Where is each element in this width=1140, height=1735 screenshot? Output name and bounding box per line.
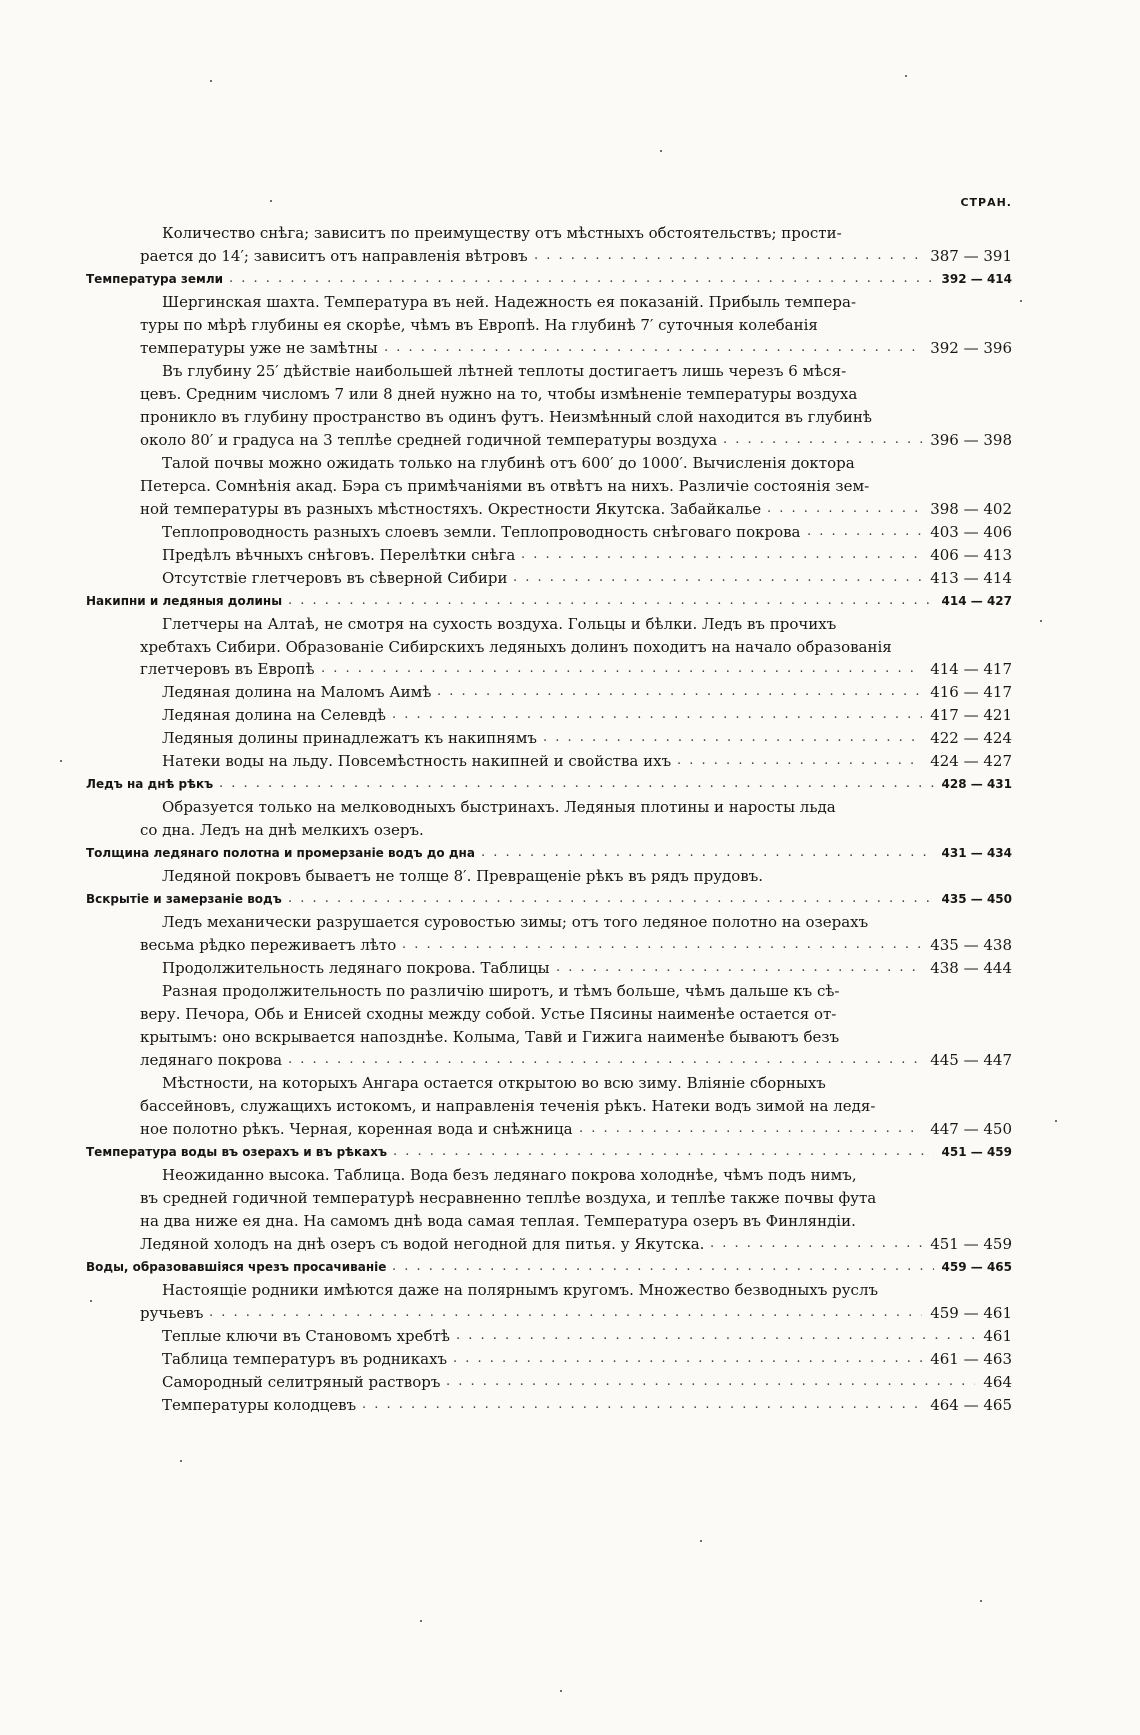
entry-text: Шергинская шахта. Температура въ ней. Надежность ея показаній. Прибыль темпера-	[162, 292, 857, 311]
page-range: 464	[983, 1372, 1012, 1391]
entry-line	[0, 520, 1140, 544]
entry-text: цевъ. Средним числомъ 7 или 8 дней нужно на то, чтобы измѣненіе температуры воздуха	[140, 384, 858, 403]
entry-text: Въ глубину 25′ дѣйствіе наибольшей лѣтней теплоты достигаетъ лишь черезъ 6 мѣся-	[162, 361, 847, 380]
print-speck	[180, 1460, 182, 1462]
entry-line	[0, 680, 1140, 704]
entry-text: Образуется только на мелководныхъ быстринахъ. Ледяныя плотины и наросты льда	[162, 798, 836, 817]
print-speck	[420, 1620, 422, 1622]
entry-line	[0, 474, 1140, 498]
section-heading	[0, 267, 1140, 291]
entry-text: Самородный селитряный растворъ	[162, 1372, 441, 1391]
print-speck	[60, 760, 62, 762]
dot-leader	[556, 956, 922, 980]
page-range: 451 — 459	[930, 1234, 1012, 1253]
entry-line	[0, 428, 1140, 452]
entry-line	[0, 1117, 1140, 1141]
entry-line	[0, 749, 1140, 773]
dot-leader	[521, 543, 922, 567]
entry-text: глетчеровъ въ Европѣ	[140, 660, 315, 679]
entry-line	[0, 1232, 1140, 1256]
page-range: 424 — 427	[930, 752, 1012, 771]
dot-leader	[534, 244, 922, 268]
page-range: 392 — 414	[941, 271, 1012, 286]
page-range: 459 — 461	[930, 1303, 1012, 1322]
entry-text: на два ниже ея дна. На самомъ днѣ вода самая теплая. Температура озеръ въ Финляндіи.	[140, 1211, 856, 1230]
dot-leader	[219, 772, 934, 796]
page-range: 413 — 414	[930, 568, 1012, 587]
entry-text: проникло въ глубину пространство въ одинъ футъ. Неизмѣнный слой находится въ глубинѣ	[140, 407, 872, 426]
entry-line	[0, 543, 1140, 567]
entry-line	[0, 1071, 1140, 1095]
page-range: 461 — 463	[930, 1349, 1012, 1368]
dot-leader	[392, 703, 922, 727]
dot-leader	[393, 1140, 934, 1164]
page-range: 396 — 398	[930, 430, 1012, 449]
entry-line	[0, 818, 1140, 842]
entry-text: Глетчеры на Алтаѣ, не смотря на сухость воздуха. Гольцы и бѣлки. Ледъ въ прочихъ	[162, 614, 837, 633]
page-range: 387 — 391	[930, 247, 1012, 265]
page-range: 464 — 465	[930, 1395, 1012, 1414]
entry-line	[0, 382, 1140, 406]
entry-line	[0, 1186, 1140, 1210]
entry-line	[0, 1278, 1140, 1302]
pages-column-heading: СТРАН.	[960, 196, 1012, 209]
entry-text: Натеки воды на льду. Повсемѣстность накипней и свойства ихъ	[162, 752, 672, 771]
entry-line	[0, 566, 1140, 590]
section-heading	[0, 589, 1140, 613]
entry-text: ное полотно рѣкъ. Черная, коренная вода и снѣжница	[140, 1119, 573, 1138]
entry-text: ной температуры въ разныхъ мѣстностяхъ. Окрестности Якутска. Забайкалье	[140, 499, 762, 518]
entry-line	[0, 864, 1140, 888]
dot-leader	[579, 1117, 922, 1141]
entry-text: Отсутствіе глетчеровъ въ сѣверной Сибири	[162, 568, 508, 587]
page-range: 445 — 447	[930, 1050, 1012, 1069]
dot-leader	[437, 680, 922, 704]
page-range: 417 — 421	[930, 706, 1012, 725]
entry-text: хребтахъ Сибири. Образованіе Сибирскихъ ледяныхъ долинъ походитъ на начало образованія	[140, 637, 892, 656]
entry-text: въ средней годичной температурѣ несравненно теплѣе воздуха, и теплѣе также почвы фута	[140, 1188, 877, 1207]
entry-line	[0, 612, 1140, 636]
page-range: 435 — 450	[941, 892, 1012, 907]
page-range: 392 — 396	[930, 338, 1012, 357]
entry-text: Петерса. Сомнѣнія акад. Бэра съ примѣчаніями въ отвѣтъ на нихъ. Различіе состоянія зем-	[140, 476, 870, 495]
page-range: 435 — 438	[930, 936, 1012, 955]
page-range: 438 — 444	[930, 959, 1012, 977]
entry-line	[0, 1209, 1140, 1233]
page-range: 451 — 459	[941, 1144, 1012, 1159]
section-title: Воды, образовавшіяся чрезъ просачиваніе	[86, 1259, 387, 1274]
dot-leader	[481, 841, 934, 865]
dot-leader	[402, 933, 922, 957]
entry-line	[0, 1301, 1140, 1325]
page-range: 414 — 427	[941, 593, 1012, 608]
entry-line	[0, 657, 1140, 681]
dot-leader	[321, 657, 922, 681]
entry-text: Предѣлъ вѣчныхъ снѣговъ. Перелѣтки снѣга	[162, 545, 516, 564]
entry-text: Ледяная долина на Маломъ Аимѣ	[162, 683, 432, 702]
entry-text: веру. Печора, Обь и Енисей сходны между собой. Устье Пясины наименѣе остается от-	[140, 1005, 837, 1023]
section-heading	[0, 841, 1140, 865]
dot-leader	[229, 267, 934, 291]
entry-line	[0, 703, 1140, 727]
page-range: 447 — 450	[930, 1119, 1012, 1138]
entry-line	[0, 1002, 1140, 1026]
print-speck	[700, 1540, 702, 1542]
entry-text: температуры уже не замѣтны	[140, 338, 378, 357]
entry-text: со дна. Ледъ на днѣ мелкихъ озеръ.	[140, 821, 424, 840]
entry-line	[0, 1048, 1140, 1072]
section-title: Вскрытіе и замерзаніе водъ	[86, 892, 282, 907]
print-speck	[270, 200, 272, 202]
print-speck	[660, 150, 662, 152]
entry-line	[0, 313, 1140, 337]
entry-line	[0, 336, 1140, 360]
section-title: Накипни и ледяныя долины	[86, 593, 283, 608]
section-title: Температура воды въ озерахъ и въ рѣкахъ	[86, 1144, 388, 1159]
entry-line	[0, 221, 1140, 245]
print-speck	[1020, 300, 1022, 302]
dot-leader	[362, 1393, 922, 1417]
section-heading	[0, 1255, 1140, 1279]
entry-text: весьма рѣдко переживаетъ лѣто	[140, 936, 397, 955]
page-range: 414 — 417	[930, 660, 1012, 679]
entry-text: Ледяная долина на Селевдѣ	[162, 706, 386, 725]
entry-line	[0, 405, 1140, 429]
entry-text: Количество снѣга; зависитъ по преимуществу отъ мѣстныхъ обстоятельствъ; прости-	[162, 224, 842, 242]
section-heading	[0, 1140, 1140, 1164]
dot-leader	[392, 1255, 934, 1279]
dot-leader	[453, 1347, 922, 1371]
entry-text: Неожиданно высока. Таблица. Вода безъ ледянаго покрова холоднѣе, чѣмъ подъ нимъ,	[162, 1165, 857, 1184]
print-speck	[560, 1690, 562, 1692]
entry-text: Ледъ механически разрушается суровостью зимы; отъ того ледяное полотно на озерахъ	[162, 913, 869, 932]
entry-line	[0, 979, 1140, 1003]
entry-line	[0, 910, 1140, 934]
entry-line	[0, 795, 1140, 819]
entry-line	[0, 290, 1140, 314]
dot-leader	[288, 589, 934, 613]
print-speck	[1040, 620, 1042, 622]
entry-line	[0, 1370, 1140, 1394]
page-range: 406 — 413	[930, 545, 1012, 564]
print-speck	[980, 1600, 982, 1602]
section-heading	[0, 887, 1140, 911]
dot-leader	[288, 887, 934, 911]
page-range: 398 — 402	[930, 499, 1012, 518]
dot-leader	[543, 726, 922, 750]
entry-text: Таблица температуръ въ родникахъ	[162, 1349, 448, 1368]
dot-leader	[513, 566, 922, 590]
entry-line	[0, 933, 1140, 957]
entry-line	[0, 497, 1140, 521]
dot-leader	[384, 336, 922, 360]
entry-text: Ледяной покровъ бываетъ не толще 8′. Превращеніе рѣкъ въ рядъ прудовъ.	[162, 867, 764, 886]
entry-line	[0, 244, 1140, 268]
section-title: Температура земли	[86, 271, 224, 286]
dot-leader	[209, 1301, 922, 1325]
entry-text: Ледяныя долины принадлежатъ къ накипнямъ	[162, 729, 537, 748]
entry-line	[0, 1163, 1140, 1187]
entry-line	[0, 956, 1140, 980]
entry-text: бассейновъ, служащихъ истокомъ, и направленія теченія рѣкъ. Натеки водъ зимой на ледя-	[140, 1096, 876, 1115]
entry-line	[0, 1347, 1140, 1371]
dot-leader	[456, 1324, 975, 1348]
entry-line	[0, 1393, 1140, 1417]
entry-text: рается до 14′; зависитъ отъ направленія вѣтровъ	[140, 247, 528, 265]
dot-leader	[677, 749, 922, 773]
entry-line	[0, 451, 1140, 475]
dot-leader	[807, 520, 922, 544]
entry-text: Настоящіе родники имѣются даже на полярнымъ кругомъ. Множество безводныхъ руслъ	[162, 1280, 879, 1299]
entry-text: крытымъ: оно вскрывается напозднѣе. Колыма, Тавй и Гижига наименѣе бываютъ безъ	[140, 1027, 840, 1046]
entry-text: около 80′ и градуса на 3 теплѣе средней годичной температуры воздуха	[140, 430, 718, 449]
section-title: Толщина ледянаго полотна и промерзаніе водъ до дна	[86, 846, 475, 861]
entry-text: Теплопроводность разныхъ слоевъ земли. Теплопроводность снѣговаго покрова	[162, 522, 801, 541]
entry-text: Ледяной холодъ на днѣ озеръ съ водой негодной для питья. у Якутска.	[140, 1234, 705, 1253]
entry-text: Теплые ключи въ Становомъ хребтѣ	[162, 1326, 450, 1345]
entry-line	[0, 1094, 1140, 1118]
print-speck	[1055, 1120, 1057, 1122]
entry-text: ручьевъ	[140, 1303, 204, 1322]
entry-line	[0, 635, 1140, 659]
entry-text: Разная продолжительность по различію широтъ, и тѣмъ больше, чѣмъ дальше къ сѣ-	[162, 982, 840, 1000]
page-range: 422 — 424	[930, 729, 1012, 748]
dot-leader	[710, 1232, 922, 1256]
dot-leader	[723, 428, 922, 452]
entry-text: ледянаго покрова	[140, 1050, 283, 1069]
page-range: 461	[983, 1326, 1012, 1345]
entry-line	[0, 1324, 1140, 1348]
page-range: 416 — 417	[930, 683, 1012, 702]
entry-line	[0, 726, 1140, 750]
entry-line	[0, 1025, 1140, 1049]
dot-leader	[767, 497, 922, 521]
dot-leader	[288, 1048, 922, 1072]
entry-text: Мѣстности, на которыхъ Ангара остается открытою во всю зиму. Вліяніе сборныхъ	[162, 1073, 826, 1092]
entry-line	[0, 359, 1140, 383]
entry-text: Талой почвы можно ожидать только на глубинѣ отъ 600′ до 1000′. Вычисленія доктора	[162, 453, 855, 472]
dot-leader	[446, 1370, 975, 1394]
entry-text: Температуры колодцевъ	[162, 1395, 357, 1414]
page-range: 431 — 434	[941, 846, 1012, 861]
section-title: Ледъ на днѣ рѣкъ	[86, 777, 214, 792]
page-range: 459 — 465	[941, 1259, 1012, 1274]
section-heading	[0, 772, 1140, 796]
print-speck	[210, 80, 212, 82]
page-range: 428 — 431	[941, 777, 1012, 792]
entry-text: Продолжительность ледянаго покрова. Таблицы	[162, 959, 550, 977]
page-range: 403 — 406	[930, 522, 1012, 541]
print-speck	[905, 75, 907, 77]
print-speck	[90, 1300, 92, 1302]
entry-text: туры по мѣрѣ глубины ея скорѣе, чѣмъ въ Европѣ. На глубинѣ 7′ суточныя колебанія	[140, 315, 818, 334]
